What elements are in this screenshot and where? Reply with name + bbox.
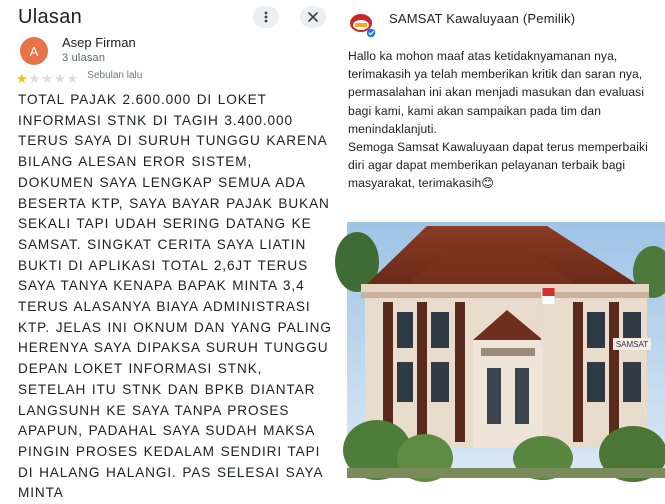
verified-badge-icon: [367, 29, 375, 37]
more-options-button[interactable]: [253, 6, 279, 28]
owner-name[interactable]: SAMSAT Kawaluyaan (Pemilik): [389, 11, 576, 26]
reviewer-name[interactable]: Asep Firman: [62, 35, 136, 50]
close-icon: [308, 12, 318, 22]
star-icon: ★: [41, 70, 53, 86]
review-date: Sebulan lalu: [87, 69, 143, 81]
owner-reply-text: [348, 47, 660, 193]
reply-paragraph: Semoga Samsat Kawaluyaan dapat terus memperbaiki diri agar dapat memberikan pelayanan terbaik bagi masyarakat, terimakasih😊: [348, 140, 648, 191]
reply-paragraph: Hallo ka mohon maaf atas ketidaknyamanan nya, terimakasih ya telah memberikan kritik dan saran nya, permasalahan ini akan menjadi masukan dan evaluasi bagi kami, kami akan sampaikan pada tim dan menindaklanjuti.: [348, 49, 645, 136]
close-button[interactable]: [300, 6, 326, 28]
star-icon: ★: [28, 70, 41, 86]
building-sign: SAMSAT: [615, 340, 649, 349]
star-rating: [16, 71, 142, 85]
star-icon: ★: [53, 70, 66, 86]
reviewer-avatar[interactable]: A: [20, 37, 48, 65]
samsat-logo-icon: [348, 12, 378, 38]
more-vert-icon: [264, 11, 268, 23]
reviewer-review-count: 3 ulasan: [62, 52, 106, 64]
star-icon: ★: [66, 70, 79, 86]
star-icon: ★: [16, 70, 28, 86]
owner-reply-panel: [344, 0, 665, 478]
review-body: TOTAL PAJAK 2.600.000 DI LOKET INFORMASI STNK DI TAGIH 3.400.000 TERUS SAYA DI SURUH TUNGGU KARENA BILANG ALESAN EROR SISTEM, DOKUMEN SAYA LENGKAP SEMUA ADA BESERTA KTP, SAYA BAYAR PAJAK BUKAN SEKALI TAPI UDAH SERING DATANG KE SAMSAT. SINGKAT CERITA SAYA LIATIN BUKTI DI APLIKASI TOTAL 2,6JT TERUS SAYA TANYA KENAPA BAPAK MINTA 3,4 TERUS ALASANYA BIAYA ADMINISTRASI KTP. JELAS INI OKNUM DAN YANG PALING HERENYA SAYA DIPAKSA SURUH TUNGGU DEPAN LOKET INFORMASI STNK, SETELAH ITU STNK DAN BPKB DIANTAR LANGSUNH KE SAYA TANPA PROSES APAPUN, PADAHAL SAYA SUDAH MAKSA PINGIN PROSES KEDALAM SENDIRI TAPI DI HALANG HALANGI. PAS SELESAI SAYA MINTA: [18, 92, 332, 501]
panel-title: Ulasan: [18, 6, 83, 28]
samsat-building-photo[interactable]: [347, 222, 665, 478]
